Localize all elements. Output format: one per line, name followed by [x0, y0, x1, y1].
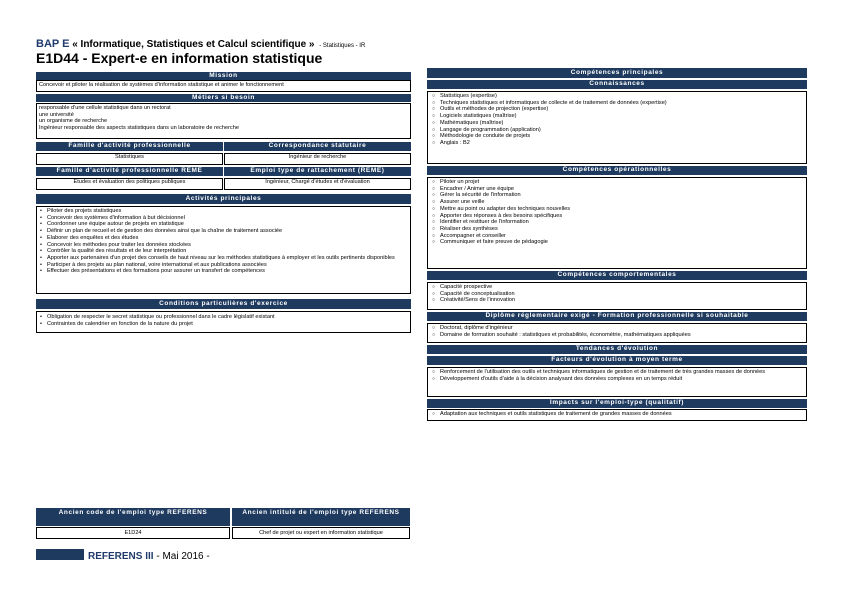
activite-item: • Coordonner une équipe autour de projets en statistique [47, 221, 408, 228]
diplome-header: Diplôme réglementaire exigé - Formation professionnelle si souhaitable [427, 312, 807, 321]
operationnelle-item: ○ Accompagner et conseiller [440, 233, 803, 240]
activites-box [36, 206, 411, 294]
mission-box [36, 80, 411, 92]
facteur-item: ○ Renforcement de l'utilisation des outils et techniques informatiques de gestion et de traitement de très grandes masses de données [440, 369, 803, 376]
bap-title: « Informatique, Statistiques et Calcul scientifique » [72, 39, 315, 50]
operationnelle-item: ○ Piloter un projet [440, 179, 803, 186]
activite-item: • Apporter aux partenaires d'un projet des conseils de haut niveau sur les méthodes statistiques à employer et les outils pertinents disponibles [47, 255, 408, 262]
activite-item: • Effectuer des présentations et des formations pour assurer un transfert de compétences [47, 268, 408, 275]
famille-rens-header: Famille d'activité professionnelle REME [36, 167, 223, 176]
tendances-header: Tendances d'évolution [427, 345, 807, 354]
conditions-box [36, 311, 411, 333]
activite-item: • Concevoir les méthodes pour traiter les données stockées [47, 242, 408, 249]
diplome-box [427, 323, 807, 343]
emploi-rens-header: Emploi type de rattachement (REME) [224, 167, 411, 176]
operationnelle-item: ○ Apporter des réponses à des besoins spécifiques [440, 213, 803, 220]
operationnelle-item: ○ Encadrer / Animer une équipe [440, 186, 803, 193]
impact-item: ○ Adaptation aux techniques et outils statistiques de traitement de grandes masses de données [440, 411, 803, 418]
connaissance-item: ○ Statistiques (expertise) [440, 93, 803, 100]
facteur-item: ○ Développement d'outils d'aide à la décision analysant des données complexes en un temps réduit [440, 376, 803, 383]
condition-item: • Contraintes de calendrier en fonction de la nature du projet [47, 321, 408, 328]
connaissance-item: ○ Techniques statistiques et informatiques de collecte et de traitement de données (expertise) [440, 100, 803, 107]
connaissances-box [427, 91, 807, 164]
metiers-line: un organisme de recherche [39, 118, 108, 125]
footer-bar [36, 549, 84, 560]
ancien-code-value: E1D24 [36, 527, 230, 539]
famille-rens-value: Etudes et évaluation des politiques publiques [36, 178, 223, 190]
footer-date: - Mai 2016 - [153, 551, 210, 562]
emploi-rens-value: Ingénieur, Chargé d'études et d'évaluation [224, 178, 411, 190]
bap-code: BAP E [36, 38, 70, 50]
connaissance-item: ○ Logiciels statistiques (maîtrise) [440, 113, 803, 120]
famille-value: Statistiques [36, 153, 223, 165]
diplome-item: ○ Domaine de formation souhaité : statistiques et probabilités, économétrie, mathématiques appliquées [440, 332, 803, 339]
connaissance-item: ○ Mathématiques (maîtrise) [440, 120, 803, 127]
activite-item: • Contrôler la qualité des résultats et de leur interprétation [47, 248, 408, 255]
activites-header: Activités principales [36, 194, 411, 204]
footer-brand: REFERENS III [88, 551, 154, 562]
operationnelle-item: ○ Assurer une veille [440, 199, 803, 206]
impacts-header: Impacts sur l'emploi-type (qualitatif) [427, 399, 807, 408]
connaissance-item: ○ Méthodologie de conduite de projets [440, 133, 803, 140]
connaissance-item: ○ Anglais : B2 [440, 140, 803, 147]
famille-header: Famille d'activité professionnelle [36, 142, 223, 151]
metiers-box [36, 103, 411, 139]
activite-item: • Définir un plan de recueil et de gestion des données ainsi que la chaîne de traitement associée [47, 228, 408, 235]
connaissances-header: Connaissances [427, 80, 807, 89]
bap-header [36, 38, 365, 50]
conditions-header: Conditions particulières d'exercice [36, 299, 411, 309]
connaissance-item: ○ Outils et méthodes de projection (expertise) [440, 106, 803, 113]
metiers-line: Ingénieur responsable des aspects statistiques dans un laboratoire de recherche [39, 125, 239, 132]
condition-item: • Obligation de respecter le secret statistique ou professionnel dans le cadre législatif existant [47, 314, 408, 321]
operationnelle-item: ○ Gérer la sécurité de l'information [440, 192, 803, 199]
operationnelle-item: ○ Identifier et restituer de l'information [440, 219, 803, 226]
mission-text: Concevoir et piloter la réalisation de systèmes d'information statistique et animer le fonctionnement [39, 82, 284, 88]
job-title: E1D44 - Expert-e en information statistique [36, 50, 323, 66]
correspondance-header: Correspondance statutaire [224, 142, 411, 151]
facteurs-header: Facteurs d'évolution à moyen terme [427, 356, 807, 365]
operationnelles-header: Compétences opérationnelles [427, 166, 807, 175]
operationnelle-item: ○ Mettre au point ou adapter des techniques nouvelles [440, 206, 803, 213]
comportementale-item: ○ Capacité prospective [440, 284, 803, 291]
mission-header: Mission [36, 72, 411, 80]
bap-suffix: - Statistiques - IR [319, 43, 366, 49]
connaissance-item: ○ Langage de programmation (application) [440, 127, 803, 134]
comportementale-item: ○ Capacité de conceptualisation [440, 291, 803, 298]
ancien-intitule-header: Ancien intitulé de l'emploi type REFERENS [232, 508, 410, 526]
ancien-intitule-value: Chef de projet ou expert en information statistique [232, 527, 410, 539]
competences-header: Compétences principales [427, 68, 807, 78]
diplome-item: ○ Doctorat, diplôme d'ingénieur [440, 325, 803, 332]
comportementales-box [427, 282, 807, 310]
metiers-header: Métiers si besoin [36, 94, 411, 102]
operationnelle-item: ○ Réaliser des synthèses [440, 226, 803, 233]
correspondance-value: Ingénieur de recherche [224, 153, 411, 165]
metiers-line: responsable d'une cellule statistique dans un rectorat [39, 105, 171, 111]
operationnelles-box [427, 177, 807, 269]
facteurs-box [427, 367, 807, 397]
footer [88, 551, 210, 562]
impacts-box [427, 409, 807, 421]
comportementale-item: ○ Créativité/Sens de l'innovation [440, 297, 803, 304]
activite-item: • Concevoir des systèmes d'information à but décisionnel [47, 215, 408, 222]
activite-item: • Participer à des projets au plan national, voire international et aux publications associées [47, 262, 408, 269]
comportementales-header: Compétences comportementales [427, 271, 807, 280]
ancien-code-header: Ancien code de l'emploi type REFERENS [36, 508, 230, 526]
metiers-line: une université [39, 111, 74, 118]
operationnelle-item: ○ Communiquer et faire preuve de pédagogie [440, 239, 803, 246]
activite-item: • Piloter des projets statistiques [47, 208, 408, 215]
activite-item: • Elaborer des enquêtes et des études [47, 235, 408, 242]
